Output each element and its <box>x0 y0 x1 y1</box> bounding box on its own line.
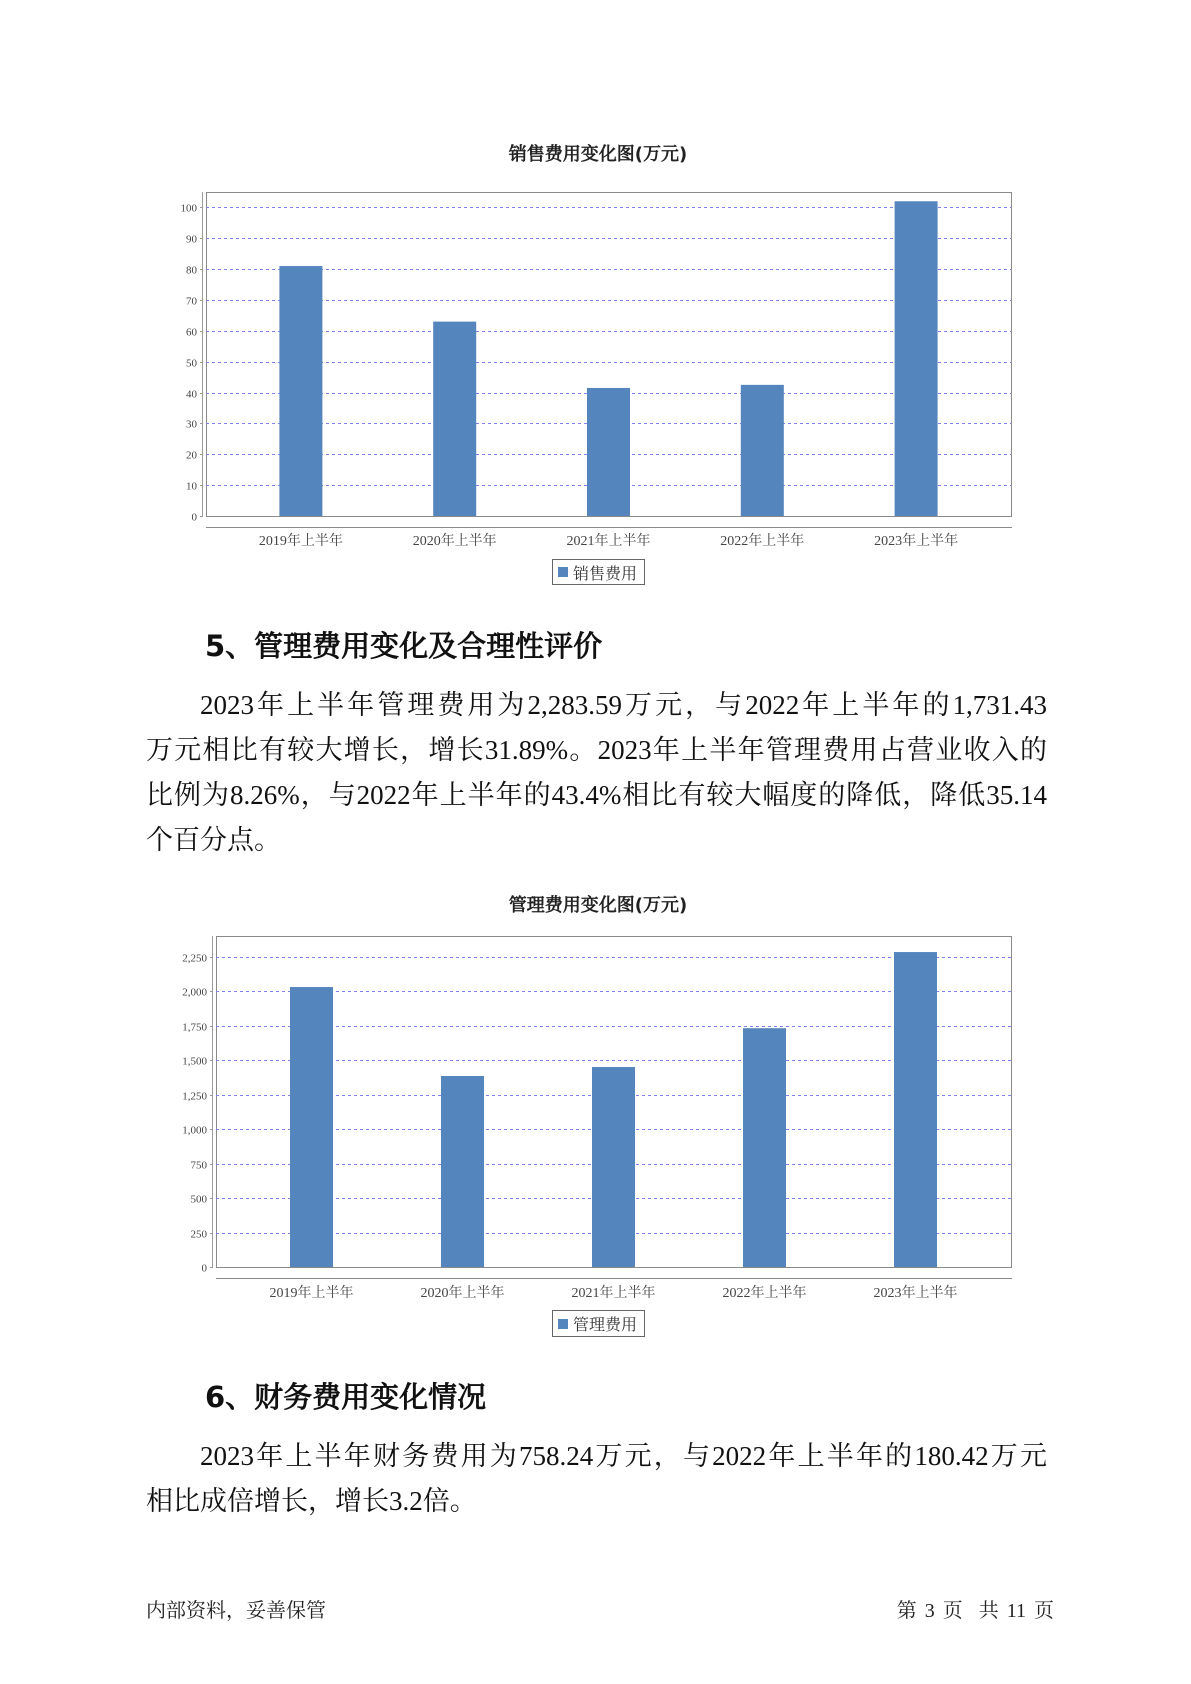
sales-expense-chart <box>0 180 1191 560</box>
bar-2022 <box>743 1028 786 1267</box>
y-tick-label: 2,250 <box>182 952 207 965</box>
x-tick-label: 2022年上半年 <box>720 534 805 549</box>
y-tick-label: 1,250 <box>182 1090 207 1103</box>
paragraph-finance-expense <box>146 1434 1047 1524</box>
y-tick-label: 750 <box>190 1159 207 1172</box>
y-tick-label: 0 <box>201 1262 207 1275</box>
legend-label: 销售费用 <box>573 565 638 583</box>
x-tick-label: 2020年上半年 <box>420 1286 505 1301</box>
y-tick-label: 20 <box>186 449 197 462</box>
y-tick-label: 0 <box>191 511 197 524</box>
bar-2019 <box>279 266 322 516</box>
footer-confidential-note: 内部资料，妥善保管 <box>146 1600 326 1622</box>
y-tick-label: 40 <box>186 388 197 401</box>
y-tick-label: 250 <box>190 1228 207 1241</box>
bar-2021 <box>587 388 630 516</box>
sales-expense-legend <box>552 559 645 585</box>
footer-page-number: 第 3 页 共 11 页 <box>896 1600 1054 1622</box>
y-tick-label: 70 <box>186 295 197 308</box>
x-tick-label: 2023年上半年 <box>873 1286 958 1301</box>
y-tick-label: 2,000 <box>182 986 207 999</box>
paragraph-line: 个百分点。 <box>146 825 281 855</box>
bar-2020 <box>441 1076 484 1267</box>
bar-2023 <box>895 201 938 516</box>
y-tick-label: 10 <box>186 480 197 493</box>
section-heading-5: 5、管理费用变化及合理性评价 <box>205 629 603 663</box>
x-tick-label: 2023年上半年 <box>874 534 959 549</box>
x-tick-label: 2021年上半年 <box>571 1286 656 1301</box>
x-tick-label: 2020年上半年 <box>412 534 497 549</box>
y-tick-label: 90 <box>186 233 197 246</box>
y-tick-label: 100 <box>180 202 197 215</box>
legend-label: 管理费用 <box>573 1317 638 1334</box>
y-tick-label: 60 <box>186 326 197 339</box>
sales-expense-chart-title: 销售费用变化图(万元) <box>508 144 688 165</box>
admin-expense-legend <box>552 1310 645 1337</box>
bar-2020 <box>433 322 476 516</box>
paragraph-line: 2023年上半年管理费用为2,283.59万元，与2022年上半年的1,731.43 <box>200 690 1047 720</box>
x-tick-label: 2019年上半年 <box>258 534 343 549</box>
y-tick-label: 30 <box>186 418 197 431</box>
x-tick-label: 2019年上半年 <box>269 1286 354 1301</box>
paragraph-line: 万元相比有较大增长，增长31.89%。2023年上半年管理费用占营业收入的 <box>146 735 1047 765</box>
paragraph-line: 2023年上半年财务费用为758.24万元，与2022年上半年的180.42万元 <box>200 1441 1047 1471</box>
bar-2022 <box>741 385 784 516</box>
bar-2023 <box>894 952 937 1267</box>
section-heading-6: 6、财务费用变化情况 <box>205 1380 487 1414</box>
y-tick-label: 1,750 <box>182 1021 207 1034</box>
y-tick-label: 1,500 <box>182 1055 207 1068</box>
x-tick-label: 2022年上半年 <box>722 1286 807 1301</box>
bar-2021 <box>592 1067 635 1267</box>
y-tick-label: 500 <box>190 1193 207 1206</box>
legend-swatch <box>558 567 568 577</box>
bar-2019 <box>290 987 333 1267</box>
legend-swatch <box>558 1319 568 1329</box>
paragraph-line: 相比成倍增长，增长3.2倍。 <box>146 1486 477 1516</box>
admin-expense-chart <box>0 925 1191 1305</box>
paragraph-line: 比例为8.26%，与2022年上半年的43.4%相比有较大幅度的降低，降低35.14 <box>146 780 1047 810</box>
paragraph-admin-expense <box>146 683 1047 863</box>
y-tick-label: 1,000 <box>182 1124 207 1137</box>
y-tick-label: 50 <box>186 357 197 370</box>
y-tick-label: 80 <box>186 264 197 277</box>
admin-expense-chart-title: 管理费用变化图(万元) <box>508 895 688 916</box>
x-tick-label: 2021年上半年 <box>566 534 651 549</box>
